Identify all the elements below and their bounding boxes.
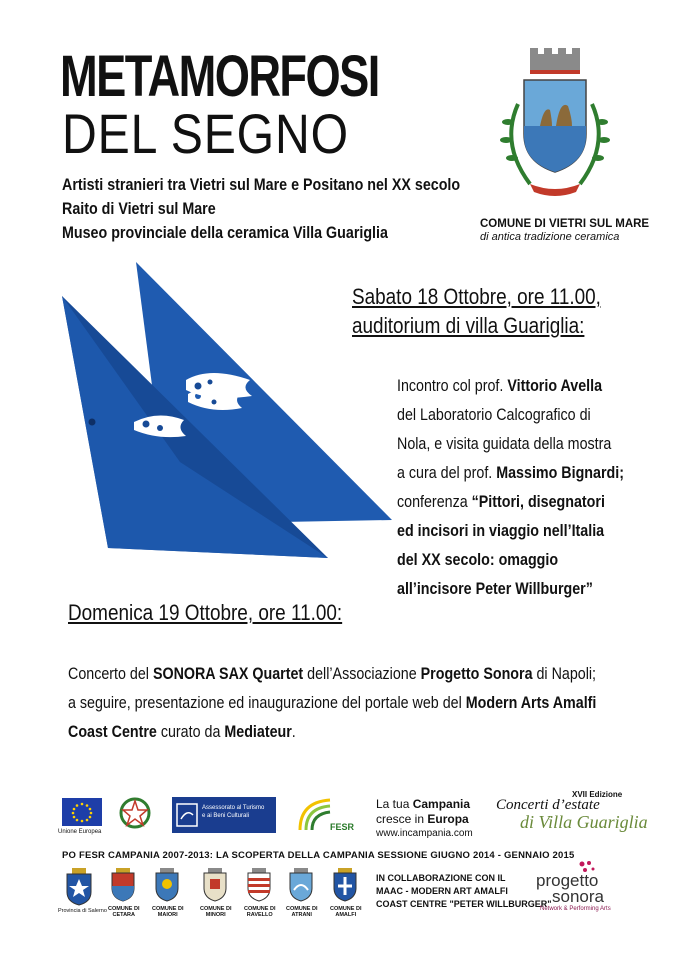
fesr-label: FESR bbox=[330, 822, 355, 832]
comune-name: COMUNE DI VIETRI SUL MARE bbox=[480, 218, 650, 230]
collaboration-line1: IN COLLABORAZIONE CON IL bbox=[376, 873, 506, 883]
maiori-crest-icon bbox=[154, 868, 180, 902]
comune-maiori-label: COMUNE DI MAIORI bbox=[152, 906, 184, 918]
event1-desc-line3: Nola, e visita guidata della mostra bbox=[397, 434, 612, 453]
edition-label: XVII Edizione bbox=[572, 790, 623, 799]
progetto-sonora-logo-line1: progetto bbox=[536, 871, 599, 890]
comune-cetara-label: COMUNE DI CETARA bbox=[108, 906, 140, 918]
assessorato-line1: Assessorato al Turismo bbox=[202, 805, 265, 811]
subtitle-artists: Artisti stranieri tra Vietri sul Mare e Positano nel XX secolo bbox=[62, 175, 461, 194]
comune-tagline: di antica tradizione ceramica bbox=[480, 231, 620, 243]
event1-desc-line5: conferenza “Pittori, disegnatori bbox=[397, 492, 605, 511]
event2-paragraph-line3: Coast Centre curato da Mediateur. bbox=[68, 722, 296, 741]
campania-line1: La tua Campania bbox=[376, 797, 471, 811]
cetara-crest-icon bbox=[110, 868, 136, 902]
comune-amalfi-label: COMUNE DI AMALFI bbox=[330, 906, 362, 918]
poster-title-line1: METAMORFOSI bbox=[60, 44, 379, 109]
atrani-crest-icon bbox=[288, 868, 314, 902]
event1-desc-line2: del Laboratorio Calcografico di bbox=[397, 405, 591, 424]
vietri-coat-of-arms-icon bbox=[490, 44, 620, 204]
regione-campania-icon bbox=[176, 803, 198, 827]
event1-desc-line7: del XX secolo: omaggio bbox=[397, 550, 559, 569]
eu-flag-icon bbox=[62, 798, 102, 826]
po-fesr-line: PO FESR CAMPANIA 2007-2013: LA SCOPERTA DELLA CAMPANIA SESSIONE GIUGNO 2014 - GENNAIO 2015 bbox=[62, 850, 575, 861]
event1-desc-line4: a cura del prof. Massimo Bignardi; bbox=[397, 463, 624, 482]
villa-guariglia-script: di Villa Guariglia bbox=[520, 812, 648, 832]
event1-desc-line8: all’incisore Peter Willburger” bbox=[397, 579, 593, 598]
event1-date-line1: Sabato 18 Ottobre, ore 11.00, bbox=[352, 284, 601, 309]
collaboration-line3: COAST CENTRE "PETER WILLBURGER" bbox=[376, 899, 552, 909]
provincia-label: Provincia di Salerno bbox=[58, 908, 107, 914]
event2-paragraph-line1: Concerto del SONORA SAX Quartet dell’Associazione Progetto Sonora di Napoli; bbox=[68, 664, 597, 683]
comune-minori-label: COMUNE DI MINORI bbox=[200, 906, 232, 918]
comune-atrani-label: COMUNE DI ATRANI bbox=[286, 906, 318, 918]
minori-crest-icon bbox=[202, 868, 228, 902]
amalfi-crest-icon bbox=[332, 868, 358, 902]
event1-desc-line1: Incontro col prof. Vittorio Avella bbox=[397, 376, 603, 395]
concerti-estate-title: Concerti d’estate bbox=[496, 797, 600, 813]
campania-line2: cresce in Europa bbox=[376, 812, 469, 826]
poster-title-line2: DEL SEGNO bbox=[62, 102, 349, 165]
fish-sails-artwork bbox=[60, 262, 395, 562]
event2-paragraph-line2: a seguire, presentazione ed inaugurazione del portale web del Modern Arts Amalfi bbox=[68, 693, 597, 712]
eu-label: Unione Europea bbox=[58, 829, 102, 835]
comune-ravello-label: COMUNE DI RAVELLO bbox=[244, 906, 276, 918]
subtitle-location: Raito di Vietri sul Mare bbox=[62, 199, 216, 218]
event1-desc-line6: ed incisori in viaggio nell’Italia bbox=[397, 521, 605, 540]
ravello-crest-icon bbox=[246, 868, 272, 902]
subtitle-museum: Museo provinciale della ceramica Villa Guariglia bbox=[62, 223, 388, 242]
progetto-sonora-tagline: Network & Performing Arts bbox=[540, 906, 611, 912]
provincia-salerno-crest-icon bbox=[64, 868, 94, 906]
event2-date-line: Domenica 19 Ottobre, ore 11.00: bbox=[68, 600, 343, 625]
assessorato-line2: e ai Beni Culturali bbox=[202, 813, 250, 819]
campania-url: www.incampania.com bbox=[376, 828, 473, 839]
italian-republic-emblem-icon bbox=[118, 796, 152, 832]
assessorato-turismo-logo bbox=[172, 797, 276, 833]
collaboration-line2: MAAC - MODERN ART AMALFI bbox=[376, 886, 508, 896]
progetto-sonora-logo-line2: sonora bbox=[552, 887, 604, 906]
event1-date-line2: auditorium di villa Guariglia: bbox=[352, 313, 585, 338]
